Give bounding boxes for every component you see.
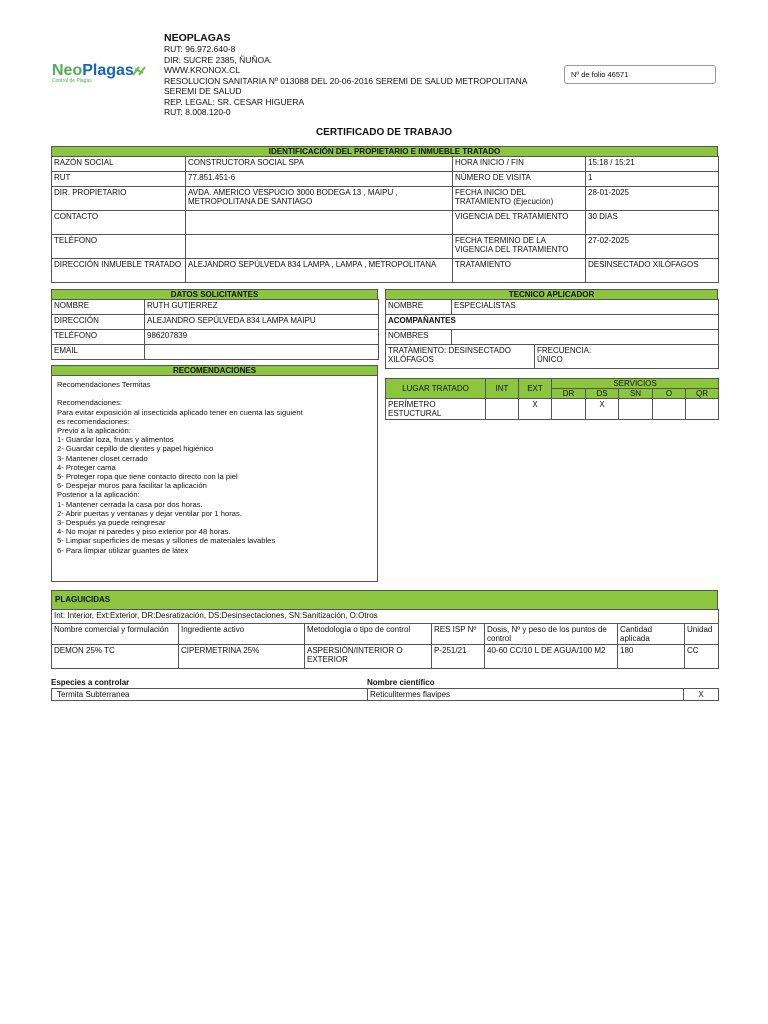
folio-number: Nº de folio 46571 [571,70,629,79]
header-servicios: SERVICIOS [552,379,719,389]
header-dr: DR [552,389,586,399]
value-nombres [452,330,719,345]
company-website[interactable]: WWW.KRONOX.CL [164,65,241,75]
value-nombre: RUTH GUTIERREZ [145,300,379,315]
plaguicidas-title: PLAGUICIDAS [55,595,111,604]
lugar-table [385,378,719,420]
value-rut: 77.851.451-6 [186,172,453,187]
legal-rep-rut: RUT: 8.008.120-0 [164,107,231,117]
label-rut: RUT [52,172,186,187]
sanitary-resolution: RESOLUCION SANITARIA Nº 013088 DEL 20-06-2016 SEREMI DE SALUD METROPOLITANA [164,75,528,86]
plaguicidas-legend: Int: Interior, Ext:Exterior, DR:Desratización, DS:Desinsectaciones, SN:Sanitización, O:Otros [52,610,719,624]
cell-res-isp: P-251/21 [432,645,485,669]
table-row [52,172,719,187]
table-row [386,345,719,369]
sn-value [619,399,653,420]
document-title: CERTIFICADO DE TRABAJO [315,127,453,138]
header-qr: QR [686,389,719,399]
label-telefono: TELÉFONO [52,235,186,259]
tecnico-table [385,299,719,369]
recomendaciones-box [51,375,378,582]
label-tecnico-nombre: NOMBRE [386,300,452,315]
recomendaciones-heading: RECOMENDACIONES [51,365,378,376]
label-nombre: NOMBRE [52,300,145,315]
dr-value [552,399,586,420]
cell-dosis: 40-60 CC/10 L DE AGUA/100 M2 [485,645,618,669]
cell-cantidad: 180 [618,645,685,669]
solicitantes-table [51,299,379,360]
label-vigencia: VIGENCIA DEL TRATAMIENTO [453,211,586,235]
label-hora: HORA INICIO / FIN [453,157,586,172]
especies-header: Especies a controlar [51,678,130,687]
col-unidad: Unidad [685,624,719,645]
value-visita: 1 [586,172,719,187]
cientifico-value: Reticulitermes flavipes [368,689,684,701]
table-row [52,259,719,283]
header-sn: SN [619,389,653,399]
header-ds: DS [586,389,619,399]
label-direccion-inmueble: DIRECCIÓN INMUEBLE TRATADO [52,259,186,283]
int-value [486,399,519,420]
plaguicidas-table [51,609,719,669]
label-razon-social: RAZÓN SOCIAL [52,157,186,172]
table-row [386,315,719,330]
ds-value: X [586,399,619,420]
table-row [52,315,379,330]
value-fecha-termino: 27-02-2025 [586,235,719,259]
label-fecha-inicio: FECHA INICIO DEL TRATAMIENTO (Ejecución) [453,187,586,211]
col-cantidad: Cantidad aplicada [618,624,685,645]
header-int: INT [486,379,519,399]
especie-mark: X [684,689,719,701]
table-row [52,345,379,360]
table-row [52,624,719,645]
value-direccion: ALEJANDRO SEPÚLVEDA 834 LAMPA MAIPU [145,315,379,330]
table-row [386,330,719,345]
label-tratamiento: TRATAMIENTO [453,259,586,283]
value-hora: 15:18 / 15:21 [586,157,719,172]
value-telefono-sol: 986207839 [145,330,379,345]
logo-leaf-icon [132,65,146,77]
label-visita: NÚMERO DE VISITA [453,172,586,187]
tecnico-heading: TECNICO APLICADOR [385,289,718,300]
value-razon-social: CONSTRUCTORA SOCIAL SPA [186,157,453,172]
col-metodologia: Metodología o tipo de control [305,624,432,645]
table-row [52,300,379,315]
recomendaciones-text: Recomendaciones Termitas Recomendaciones: Para evitar exposición al insecticida aplicado tener en cuenta las siguient es recomendaciones: Previo a la aplicación: 1- Guardar loza, frutas y alimentos 2- Guardar cepillo de dientes y papel higiénico 3- Mantener closet cerrado 4- Proteger cama 5- Proteger ropa que tiene contacto directo con la piel 6- Despejar muros para facilitar la aplicación Posterior a la aplicación: 1- Mantener cerrada la casa por dos horas. 2- Abrir puertas y ventanas y dejar ventilar por 1 horas. 3- Después ya puede reingresar 4- No mojar ni paredes y piso exterior por 48 horas. 5- Limpiar superficies de mesas y sillones de materiales lavables 6- Para limpiar utilizar guantes de látex [57,380,303,555]
identificacion-table [51,156,719,283]
table-row [386,300,719,315]
o-value [653,399,686,420]
logo-text-neo: Neo [52,62,83,79]
especie-value: Termita Subterranea [52,689,368,701]
value-fecha-inicio: 28-01-2025 [586,187,719,211]
folio-box [564,65,716,84]
cell-unidad: CC [685,645,719,669]
logo-subtitle: Control de Plagas [52,78,92,84]
table-row [52,157,719,172]
acompanantes-label: ACOMPAÑANTES [386,315,719,330]
company-rut: RUT: 96.972.640-8 [164,44,236,54]
cell-ingrediente: CIPERMETRINA 25% [179,645,305,669]
label-email: EMAIL [52,345,145,360]
col-ingrediente: Ingrediente activo [179,624,305,645]
value-vigencia: 30 DIAS [586,211,719,235]
table-row [52,211,719,235]
ext-value: X [519,399,552,420]
cell-metodologia: ASPERSIÓN/INTERIOR O EXTERIOR [305,645,432,669]
header-ext: EXT [519,379,552,399]
lugar-value: PERÍMETRO ESTUCTURAL [386,399,486,420]
label-fecha-termino: FECHA TERMINO DE LA VIGENCIA DEL TRATAMIENTO [453,235,586,259]
label-nombres: NOMBRES [386,330,452,345]
label-telefono-sol: TELÉFONO [52,330,145,345]
header-o: O [653,389,686,399]
value-contacto [186,211,453,235]
table-row [386,379,719,389]
seremi-line: SEREMI DE SALUD [164,86,242,96]
identificacion-heading: IDENTIFICACIÓN DEL PROPIETARIO E INMUEBLE TRATADO [51,146,718,157]
value-dir-propietario: AVDA. AMERICO VESPUCIO 3000 BODEGA 13 , MAIPU , METROPOLITANA DE SANTIAGO [186,187,453,211]
table-row [52,235,719,259]
cell-nombre: DEMON 25% TC [52,645,179,669]
header-lugar: LUGAR TRATADO [386,379,486,399]
table-row [386,399,719,420]
col-nombre: Nombre comercial y formulación [52,624,179,645]
value-tecnico-nombre: ESPECIALISTAS [452,300,719,315]
company-logo [52,62,147,86]
value-telefono [186,235,453,259]
col-dosis: Dosis, Nº y peso de los puntos de control [485,624,618,645]
label-contacto: CONTACTO [52,211,186,235]
logo-text-plagas: Plagas [82,62,134,79]
company-address: DIR: SUCRE 2385, ÑUÑOA. [164,54,273,65]
tecnico-tratamiento: TRATAMIENTO: DESINSECTADO XILÓFAGOS [386,345,535,369]
col-res-isp: RES ISP Nº [432,624,485,645]
label-direccion: DIRECCIÓN [52,315,145,330]
solicitantes-heading: DATOS SOLICITANTES [51,289,378,300]
value-direccion-inmueble: ALEJANDRO SEPÚLVEDA 834 LAMPA , LAMPA , METROPOLITANA [186,259,453,283]
plaguicidas-heading [51,590,718,610]
legal-rep: REP. LEGAL: SR. CESAR HIGUERA [164,96,305,107]
table-row [52,645,719,669]
label-dir-propietario: DIR. PROPIETARIO [52,187,186,211]
company-name: NEOPLAGAS [164,32,231,44]
table-row [52,187,719,211]
table-row [52,330,379,345]
especies-table [51,688,719,701]
company-info [164,32,544,118]
table-row [52,689,719,701]
tecnico-frecuencia: FRECUENCIA: ÚNICO [535,345,719,369]
qr-value [686,399,719,420]
value-tratamiento: DESINSECTADO XILÓFAGOS [586,259,719,283]
cientifico-header: Nombre científico [367,678,435,687]
table-row [52,610,719,624]
value-email [145,345,379,360]
